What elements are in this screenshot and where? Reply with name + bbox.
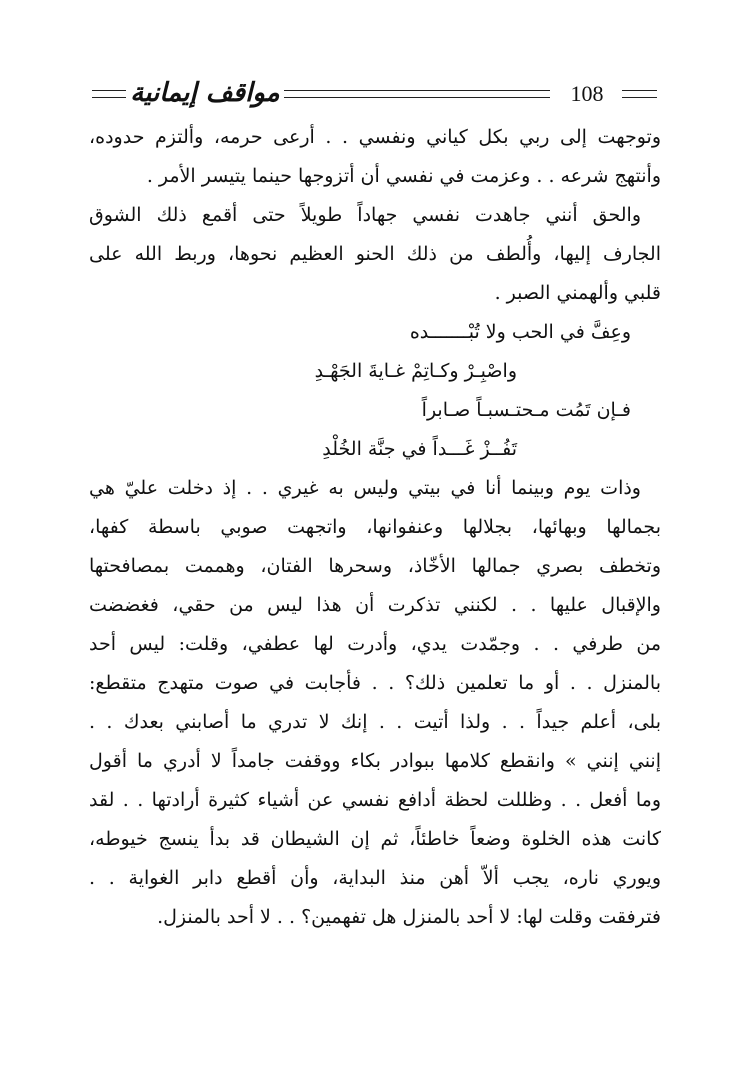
text-line: بجمالها وبهائها، بجلالها وعنفوانها، واتجهت صوبي باسطة كفها، bbox=[89, 516, 661, 538]
text-line: بالمنزل . . أو ما تعلمين ذلك؟ . . فأجابت في صوت متهدج متقطع: bbox=[89, 672, 661, 694]
text-line: والحق أنني جاهدت نفسي جهاداً طويلاً حتى أقمع ذلك الشوق bbox=[89, 204, 641, 226]
page-header bbox=[92, 78, 657, 114]
header-rule-middle bbox=[284, 90, 550, 98]
verse-line: وعِفَّ في الحب ولا تُبْـــــــده bbox=[409, 321, 631, 343]
text-line: كانت هذه الخلوة وضعاً خاطئاً، ثم إن الشيطان قد بدأ ينسج خيوطه، bbox=[89, 828, 661, 850]
verse-line: واصْبِـرْ وكـاتِمْ غـايةَ الجَهْـدِ bbox=[314, 360, 517, 382]
text-line: والإقبال عليها . . لكنني تذكرت أن هذا ليس من حقي، فغضضت bbox=[89, 594, 661, 616]
text-line: وأنتهج شرعه . . وعزمت في نفسي أن أتزوجها حينما يتيسر الأمر . bbox=[146, 165, 661, 187]
page-number: 108 bbox=[570, 81, 604, 106]
header-rule-right bbox=[622, 90, 657, 98]
text-line: وما أفعل . . وظللت لحظة أدافع نفسي عن أشياء كثيرة أرادتها . . لقد bbox=[89, 789, 661, 811]
text-line: قلبي وألهمني الصبر . bbox=[494, 282, 661, 304]
text-line: وتوجهت إلى ربي بكل كياني ونفسي . . أرعى حرمه، وألتزم حدوده، bbox=[89, 126, 661, 148]
verse-line: تَفُــزْ غَـــداً في جنَّة الخُلْدِ bbox=[322, 438, 517, 460]
page-body bbox=[89, 118, 661, 937]
text-line: إنني إنني » وانقطع كلامها ببوادر بكاء ووقفت جامداً لا أدري ما أقول bbox=[89, 750, 661, 772]
verse-line: فـإن تَمُت مـحتـسبـاً صـابراً bbox=[421, 399, 631, 421]
text-line: وتخطف بصري جمالها الأخّاذ، وسحرها الفتان، وهممت بمصافحتها bbox=[89, 555, 661, 577]
running-title: مواقف إيمانية bbox=[130, 78, 280, 108]
text-line: بلى، أعلم جيداً . . ولذا أتيت . . إنك لا تدري ما أصابني بعدك . . bbox=[89, 711, 661, 733]
header-rule-left bbox=[92, 90, 126, 98]
text-line: الجارف إليها، وأُلطف من ذلك الحنو العظيم نحوها، وربط الله على bbox=[89, 243, 661, 265]
text-line: من طرفي . . وجمّدت يدي، وأدرت لها عطفي، وقلت: ليس أحد bbox=[89, 633, 661, 655]
text-line: وذات يوم وبينما أنا في بيتي وليس به غيري . . إذ دخلت عليّ هي bbox=[89, 477, 641, 499]
text-line: ويوري ناره، يجب ألاّ أهن منذ البداية، وأن أقطع دابر الغواية . . bbox=[89, 867, 661, 889]
text-line: فترفقت وقلت لها: لا أحد بالمنزل هل تفهمين؟ . . لا أحد بالمنزل. bbox=[157, 906, 661, 928]
